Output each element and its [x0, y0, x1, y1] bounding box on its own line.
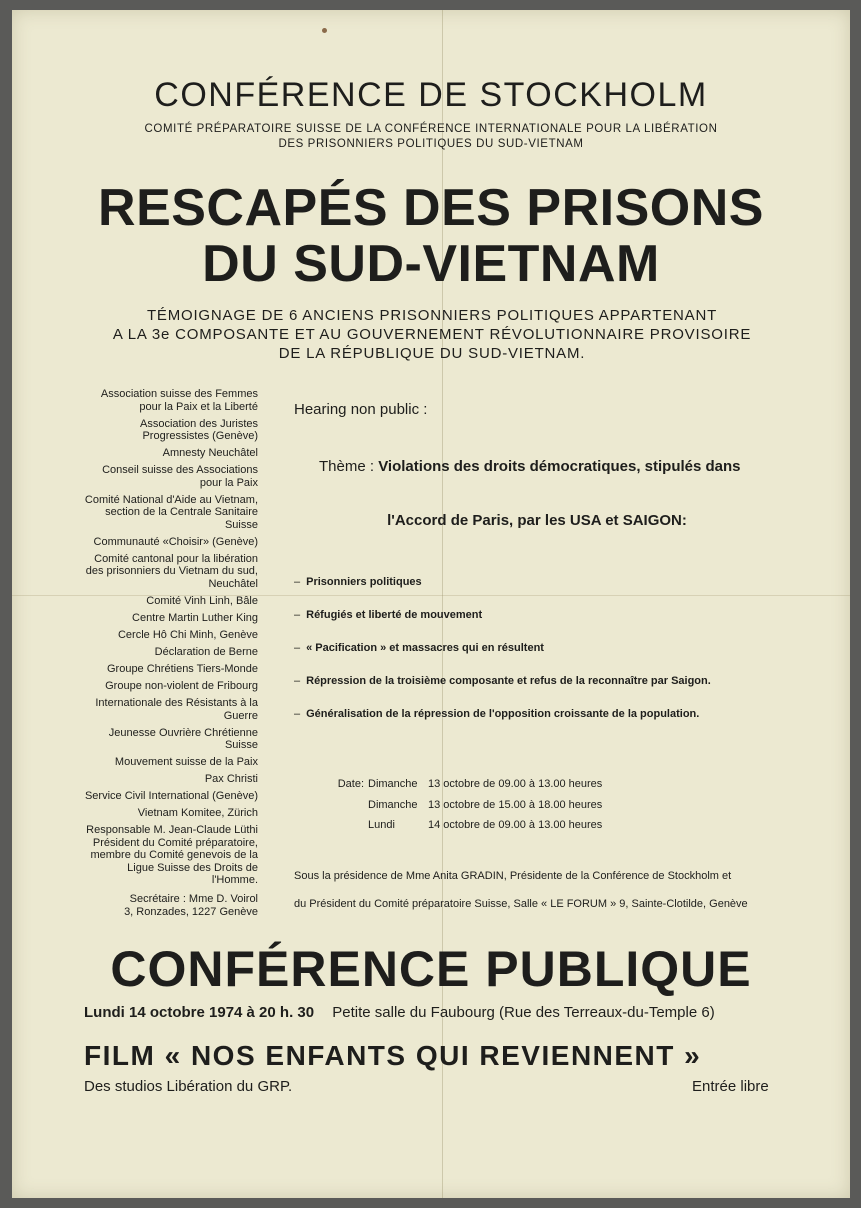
conference-publique-info: [84, 1004, 784, 1021]
secretaire: [84, 893, 258, 918]
association-item: Vietnam Komitee, Zürich: [137, 807, 258, 820]
comite-subtitle: [12, 122, 850, 152]
association-item: Cercle Hô Chi Minh, Genève: [117, 629, 258, 642]
point-item: – Prisonniers politiques: [294, 576, 422, 588]
presidence-line-1: Sous la présidence de Mme Anita GRADIN, Présidente de la Conférence de Stockholm et: [294, 870, 732, 882]
point-text: « Pacification » et massacres qui en résultent: [306, 642, 544, 654]
theme: [294, 458, 780, 475]
association-item: Groupe non-violent de Fribourg: [105, 679, 258, 692]
association-item: Internationale des Résistants à la Guerre: [95, 696, 258, 722]
responsable-item: Responsable M. Jean-Claude Lüthi Président du Comité préparatoire, membre du Comité genevois de la Ligue Suisse des Droits de l'Homme.: [86, 824, 258, 887]
comite-line-1: COMITÉ PRÉPARATOIRE SUISSE DE LA CONFÉRENCE INTERNATIONALE POUR LA LIBÉRATION: [144, 123, 718, 135]
date-text: 13 octobre de 15.00 à 18.00 heures: [428, 798, 603, 811]
association-item: Amnesty Neuchâtel: [162, 447, 258, 460]
association-item: Service Civil International (Genève): [84, 790, 258, 803]
association-item: Jeunesse Ouvrière Chrétienne Suisse: [108, 726, 258, 752]
temoignage-line-1: TÉMOIGNAGE DE 6 ANCIENS PRISONNIERS POLITIQUES APPARTENANT: [146, 307, 718, 324]
conference-publique-date: Lundi 14 octobre 1974 à 20 h. 30: [84, 1004, 315, 1021]
date-row: [324, 774, 602, 795]
association-item: Centre Martin Luther King: [132, 612, 258, 625]
temoignage: [82, 306, 782, 363]
temoignage-line-2: A LA 3e COMPOSANTE ET AU GOUVERNEMENT RÉVOLUTIONNAIRE PROVISOIRE: [112, 326, 752, 343]
dates: [324, 774, 602, 836]
point-item: – Généralisation de la répression de l'opposition croissante de la population.: [294, 708, 700, 720]
comite-line-2: DES PRISONNIERS POLITIQUES DU SUD-VIETNAM: [278, 138, 584, 150]
secretaire-line-2: 3, Ronzades, 1227 Genève: [124, 905, 258, 918]
date-text: 14 octobre de 09.00 à 13.00 heures: [428, 819, 603, 831]
date-row: [324, 795, 602, 816]
association-item: Comité National d'Aide au Vietnam, section de la Centrale Sanitaire Suisse: [84, 493, 258, 531]
conference-publique-place: Petite salle du Faubourg (Rue des Terreaux-du-Temple 6): [332, 1004, 715, 1021]
associations-list: [84, 388, 258, 918]
association-item: Association des Juristes Progressistes (Genève): [140, 417, 258, 443]
date-label: Date:: [337, 778, 364, 790]
association-item: Association suisse des Femmes pour la Paix et la Liberté: [100, 388, 258, 413]
headline-line-2: DU SUD-VIETNAM: [202, 235, 660, 293]
entree-libre: Entrée libre: [692, 1078, 769, 1095]
association-item: Pax Christi: [204, 773, 258, 786]
association-item: Comité cantonal pour la libération des prisonniers du Vietnam du sud, Neuchâtel: [85, 552, 258, 591]
association-item: Communauté «Choisir» (Genève): [93, 535, 258, 548]
date-day: Dimanche: [368, 778, 418, 790]
point-text: Prisonniers politiques: [306, 576, 422, 588]
point-text: Répression de la troisième composante et refus de la reconnaître par Saigon.: [306, 675, 711, 687]
association-item: Conseil suisse des Associations pour la Paix: [102, 464, 258, 489]
date-label: [324, 815, 364, 836]
poster: [12, 10, 850, 1198]
pin-hole: [322, 28, 327, 33]
point-text: Réfugiés et liberté de mouvement: [306, 609, 483, 621]
points-list: [294, 576, 780, 741]
headline: [12, 180, 850, 292]
association-item: Déclaration de Berne: [154, 646, 258, 658]
date-day: Dimanche: [368, 798, 418, 811]
temoignage-line-3: DE LA RÉPUBLIQUE DU SUD-VIETNAM.: [278, 345, 586, 362]
hearing-label: Hearing non public :: [294, 401, 428, 418]
theme-label: Thème :: [319, 458, 375, 475]
point-item: – Répression de la troisième composante et refus de la reconnaître par Saigon.: [294, 675, 711, 687]
conference-title: CONFÉRENCE DE STOCKHOLM: [154, 76, 708, 114]
date-day: Lundi: [368, 819, 395, 831]
film-title: FILM « NOS ENFANTS QUI REVIENNENT »: [84, 1040, 702, 1071]
date-text: 13 octobre de 09.00 à 13.00 heures: [428, 778, 603, 790]
date-label: [324, 795, 364, 816]
film-studios: Des studios Libération du GRP.: [84, 1078, 293, 1095]
association-item: Mouvement suisse de la Paix: [114, 756, 258, 769]
theme-text-2: l'Accord de Paris, par les USA et SAIGON:: [387, 512, 687, 529]
secretaire-line-1: Secrétaire : Mme D. Voirol: [129, 893, 258, 906]
point-item: – Réfugiés et liberté de mouvement: [294, 609, 483, 621]
point-item: – « Pacification » et massacres qui en résultent: [294, 642, 544, 654]
point-text: Généralisation de la répression de l'opposition croissante de la population.: [306, 708, 700, 720]
presidence: [294, 862, 780, 918]
theme-text: Violations des droits démocratiques, stipulés dans: [378, 458, 741, 475]
association-item: Groupe Chrétiens Tiers-Monde: [106, 662, 258, 675]
association-item: Comité Vinh Linh, Bâle: [146, 595, 258, 608]
presidence-line-2: du Président du Comité préparatoire Suisse, Salle « LE FORUM » 9, Sainte-Clotilde, Genève: [294, 898, 748, 910]
conference-publique-title: CONFÉRENCE PUBLIQUE: [110, 941, 752, 997]
date-row: [324, 815, 602, 836]
headline-line-1: RESCAPÉS DES PRISONS: [98, 179, 764, 237]
